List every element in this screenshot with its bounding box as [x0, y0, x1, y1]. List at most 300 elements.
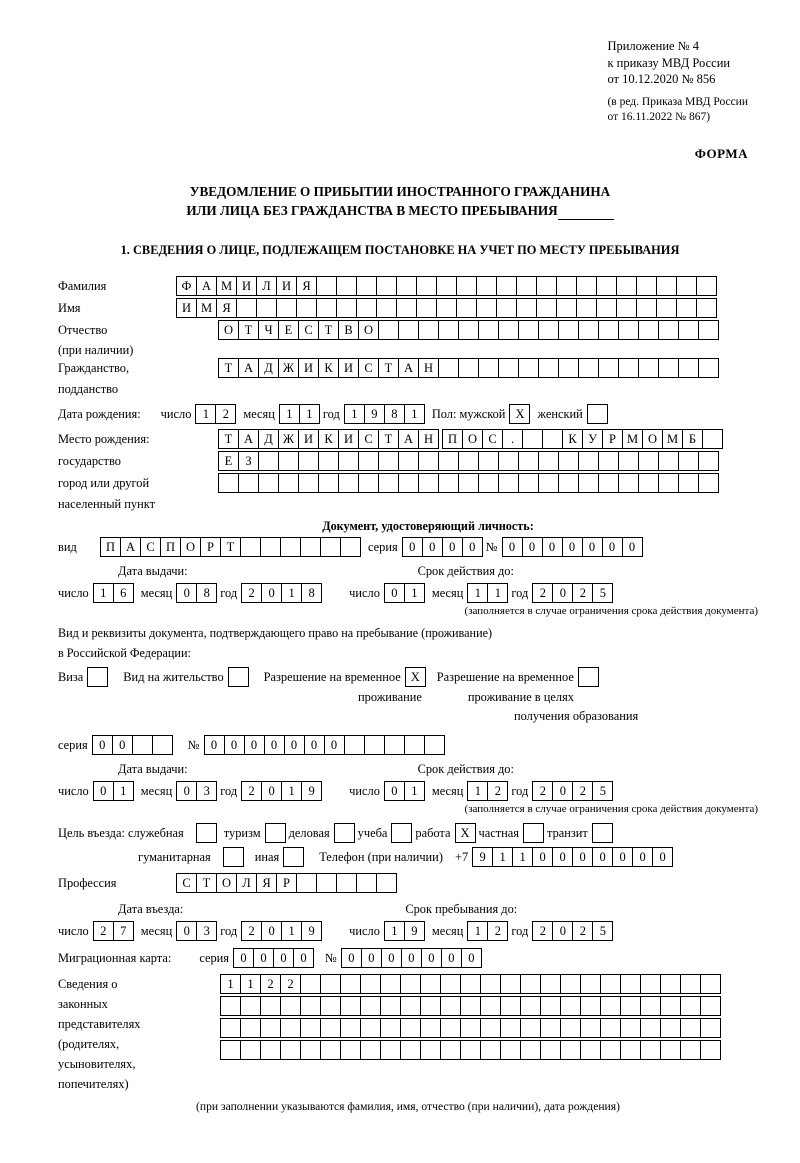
form-cell[interactable] [598, 473, 619, 493]
form-cell[interactable]: 0 [562, 537, 583, 557]
form-cell[interactable]: 0 [461, 948, 482, 968]
form-cell[interactable] [658, 473, 679, 493]
stay-until-day-cells[interactable] [384, 921, 424, 941]
form-cell[interactable] [676, 298, 697, 318]
form-cell[interactable] [238, 473, 259, 493]
form-cell[interactable]: 2 [241, 583, 262, 603]
form-cell[interactable]: Е [218, 451, 239, 471]
form-cell[interactable]: С [140, 537, 161, 557]
form-cell[interactable] [358, 473, 379, 493]
form-cell[interactable]: Б [682, 429, 703, 449]
form-cell[interactable]: 1 [344, 404, 365, 424]
form-cell[interactable] [600, 974, 621, 994]
form-cell[interactable]: 1 [404, 781, 425, 801]
form-cell[interactable] [518, 358, 539, 378]
doc-series-cells[interactable] [402, 537, 482, 557]
form-cell[interactable] [398, 320, 419, 340]
form-cell[interactable] [240, 996, 261, 1016]
form-cell[interactable]: У [582, 429, 603, 449]
stay-until-month-cells[interactable] [467, 921, 507, 941]
form-cell[interactable] [458, 473, 479, 493]
form-cell[interactable]: 1 [195, 404, 216, 424]
legal-rep-cells-2[interactable] [220, 996, 720, 1016]
form-cell[interactable]: Р [276, 873, 297, 893]
form-cell[interactable]: 2 [572, 583, 593, 603]
form-cell[interactable] [416, 276, 437, 296]
form-cell[interactable] [676, 276, 697, 296]
form-cell[interactable] [680, 974, 701, 994]
form-cell[interactable]: О [218, 320, 239, 340]
form-cell[interactable] [260, 996, 281, 1016]
form-cell[interactable] [558, 473, 579, 493]
form-cell[interactable] [698, 451, 719, 471]
form-cell[interactable]: А [238, 429, 259, 449]
form-cell[interactable]: А [120, 537, 141, 557]
form-cell[interactable]: 9 [301, 921, 322, 941]
form-cell[interactable]: С [358, 358, 379, 378]
form-cell[interactable]: О [180, 537, 201, 557]
form-cell[interactable] [680, 1018, 701, 1038]
form-cell[interactable] [458, 358, 479, 378]
form-cell[interactable] [478, 358, 499, 378]
form-cell[interactable] [396, 276, 417, 296]
form-cell[interactable]: 1 [492, 847, 513, 867]
form-cell[interactable] [460, 1018, 481, 1038]
form-cell[interactable]: 5 [592, 781, 613, 801]
form-cell[interactable] [340, 996, 361, 1016]
form-cell[interactable] [538, 451, 559, 471]
form-cell[interactable]: 2 [487, 781, 508, 801]
form-cell[interactable]: 0 [176, 583, 197, 603]
form-cell[interactable] [496, 298, 517, 318]
form-cell[interactable] [580, 974, 601, 994]
form-cell[interactable]: 0 [261, 583, 282, 603]
form-cell[interactable] [480, 1018, 501, 1038]
form-cell[interactable]: 3 [196, 781, 217, 801]
form-cell[interactable] [320, 1018, 341, 1038]
citizenship-cells[interactable] [218, 358, 718, 378]
form-cell[interactable] [280, 996, 301, 1016]
form-cell[interactable] [320, 537, 341, 557]
form-cell[interactable]: З [238, 451, 259, 471]
form-cell[interactable] [596, 276, 617, 296]
form-cell[interactable]: 0 [542, 537, 563, 557]
sex-male-checkbox[interactable] [509, 404, 529, 424]
form-cell[interactable] [300, 1040, 321, 1060]
form-cell[interactable] [420, 974, 441, 994]
form-cell[interactable] [500, 1018, 521, 1038]
form-cell[interactable] [618, 320, 639, 340]
purpose-work-checkbox[interactable] [455, 823, 475, 843]
form-cell[interactable] [438, 473, 459, 493]
form-cell[interactable] [400, 1040, 421, 1060]
form-cell[interactable] [316, 298, 337, 318]
form-cell[interactable] [298, 451, 319, 471]
form-cell[interactable]: 2 [572, 921, 593, 941]
form-cell[interactable] [400, 996, 421, 1016]
form-cell[interactable] [598, 451, 619, 471]
form-cell[interactable]: Н [418, 429, 439, 449]
temp-residence-checkbox[interactable] [405, 667, 425, 687]
form-cell[interactable]: 2 [532, 781, 553, 801]
form-cell[interactable]: А [238, 358, 259, 378]
form-cell[interactable] [498, 451, 519, 471]
form-cell[interactable] [300, 996, 321, 1016]
form-cell[interactable] [240, 1018, 261, 1038]
form-cell[interactable]: М [622, 429, 643, 449]
form-cell[interactable] [656, 276, 677, 296]
form-cell[interactable] [336, 298, 357, 318]
form-cell[interactable] [283, 847, 304, 867]
form-cell[interactable] [380, 1040, 401, 1060]
form-cell[interactable] [660, 1040, 681, 1060]
form-cell[interactable] [560, 974, 581, 994]
form-cell[interactable]: 0 [384, 781, 405, 801]
form-cell[interactable]: 0 [421, 948, 442, 968]
form-cell[interactable] [538, 358, 559, 378]
edu-residence-checkbox[interactable] [578, 667, 598, 687]
form-cell[interactable] [640, 1040, 661, 1060]
form-cell[interactable] [460, 1040, 481, 1060]
form-cell[interactable] [556, 298, 577, 318]
form-cell[interactable]: 0 [293, 948, 314, 968]
form-cell[interactable] [220, 1018, 241, 1038]
form-cell[interactable] [580, 996, 601, 1016]
form-cell[interactable] [440, 1040, 461, 1060]
form-cell[interactable] [520, 1018, 541, 1038]
stay-valid-day-cells[interactable] [384, 781, 424, 801]
form-cell[interactable] [280, 1040, 301, 1060]
form-cell[interactable] [520, 974, 541, 994]
form-cell[interactable]: 0 [233, 948, 254, 968]
form-cell[interactable] [596, 298, 617, 318]
form-cell[interactable] [640, 974, 661, 994]
form-cell[interactable] [416, 298, 437, 318]
form-cell[interactable] [516, 298, 537, 318]
form-cell[interactable] [700, 974, 721, 994]
form-cell[interactable] [638, 451, 659, 471]
form-cell[interactable]: С [298, 320, 319, 340]
form-cell[interactable]: . [502, 429, 523, 449]
form-cell[interactable] [456, 276, 477, 296]
purpose-private-checkbox[interactable] [523, 823, 543, 843]
form-cell[interactable] [560, 996, 581, 1016]
form-cell[interactable]: Ж [278, 429, 299, 449]
form-cell[interactable] [256, 298, 277, 318]
form-cell[interactable] [258, 473, 279, 493]
form-cell[interactable] [300, 537, 321, 557]
form-cell[interactable] [440, 974, 461, 994]
form-cell[interactable] [558, 358, 579, 378]
form-cell[interactable] [218, 473, 239, 493]
form-cell[interactable]: 0 [324, 735, 345, 755]
form-cell[interactable]: Т [318, 320, 339, 340]
form-cell[interactable]: 2 [260, 974, 281, 994]
purpose-transit-checkbox[interactable] [592, 823, 612, 843]
form-cell[interactable] [587, 404, 608, 424]
form-cell[interactable]: Т [238, 320, 259, 340]
form-cell[interactable] [580, 1018, 601, 1038]
form-cell[interactable] [220, 996, 241, 1016]
form-cell[interactable]: Ж [278, 358, 299, 378]
purpose-study-checkbox[interactable] [391, 823, 411, 843]
form-cell[interactable] [540, 1018, 561, 1038]
form-cell[interactable] [680, 996, 701, 1016]
form-cell[interactable]: 7 [113, 921, 134, 941]
form-cell[interactable]: 1 [404, 404, 425, 424]
form-cell[interactable] [87, 667, 108, 687]
birth-city-cells-line2[interactable] [218, 451, 718, 471]
form-cell[interactable]: М [216, 276, 237, 296]
form-cell[interactable]: Х [509, 404, 530, 424]
form-cell[interactable]: 1 [487, 583, 508, 603]
form-cell[interactable]: Л [256, 276, 277, 296]
form-cell[interactable] [523, 823, 544, 843]
form-cell[interactable] [404, 735, 425, 755]
form-cell[interactable] [378, 320, 399, 340]
form-cell[interactable] [500, 996, 521, 1016]
form-cell[interactable] [678, 451, 699, 471]
form-cell[interactable] [398, 451, 419, 471]
purpose-tourism-checkbox[interactable] [265, 823, 285, 843]
form-cell[interactable] [456, 298, 477, 318]
form-cell[interactable]: 8 [196, 583, 217, 603]
form-cell[interactable] [440, 996, 461, 1016]
form-cell[interactable] [578, 358, 599, 378]
birth-year-cells[interactable] [344, 404, 424, 424]
form-cell[interactable]: К [318, 429, 339, 449]
form-cell[interactable]: 1 [299, 404, 320, 424]
form-cell[interactable]: Н [418, 358, 439, 378]
form-cell[interactable]: 0 [264, 735, 285, 755]
form-cell[interactable] [438, 358, 459, 378]
form-cell[interactable] [702, 429, 723, 449]
form-cell[interactable] [420, 1018, 441, 1038]
form-cell[interactable]: Ч [258, 320, 279, 340]
form-cell[interactable] [340, 1040, 361, 1060]
form-cell[interactable] [660, 1018, 681, 1038]
form-cell[interactable]: 9 [404, 921, 425, 941]
form-cell[interactable]: 0 [204, 735, 225, 755]
form-cell[interactable] [260, 537, 281, 557]
form-cell[interactable]: 0 [552, 847, 573, 867]
form-cell[interactable]: 0 [284, 735, 305, 755]
form-cell[interactable] [680, 1040, 701, 1060]
form-cell[interactable] [356, 276, 377, 296]
form-cell[interactable] [498, 473, 519, 493]
form-cell[interactable]: 1 [404, 583, 425, 603]
form-cell[interactable]: 1 [384, 921, 405, 941]
form-cell[interactable] [678, 473, 699, 493]
form-cell[interactable] [398, 473, 419, 493]
form-cell[interactable]: П [160, 537, 181, 557]
form-cell[interactable] [376, 298, 397, 318]
form-cell[interactable] [460, 996, 481, 1016]
form-cell[interactable] [344, 735, 365, 755]
form-cell[interactable]: 2 [241, 781, 262, 801]
form-cell[interactable]: 1 [281, 921, 302, 941]
form-cell[interactable] [618, 358, 639, 378]
form-cell[interactable]: 0 [261, 921, 282, 941]
form-cell[interactable]: С [358, 429, 379, 449]
form-cell[interactable] [520, 996, 541, 1016]
form-cell[interactable] [236, 298, 257, 318]
form-cell[interactable]: А [398, 358, 419, 378]
form-cell[interactable] [418, 451, 439, 471]
form-cell[interactable] [340, 537, 361, 557]
form-cell[interactable] [480, 1040, 501, 1060]
form-cell[interactable] [638, 473, 659, 493]
form-cell[interactable]: И [176, 298, 197, 318]
form-cell[interactable] [536, 298, 557, 318]
form-cell[interactable] [418, 320, 439, 340]
form-cell[interactable]: И [298, 358, 319, 378]
form-cell[interactable] [540, 1040, 561, 1060]
form-cell[interactable] [520, 1040, 541, 1060]
form-cell[interactable]: 0 [622, 537, 643, 557]
stay-issue-month-cells[interactable] [176, 781, 216, 801]
form-cell[interactable] [498, 358, 519, 378]
form-cell[interactable] [576, 298, 597, 318]
form-cell[interactable]: 3 [196, 921, 217, 941]
form-cell[interactable] [618, 451, 639, 471]
form-cell[interactable]: 0 [582, 537, 603, 557]
doc-issue-day-cells[interactable] [93, 583, 133, 603]
form-cell[interactable] [260, 1040, 281, 1060]
form-cell[interactable]: 8 [301, 583, 322, 603]
form-cell[interactable]: 9 [364, 404, 385, 424]
form-cell[interactable] [538, 473, 559, 493]
form-cell[interactable]: Я [296, 276, 317, 296]
form-cell[interactable] [278, 473, 299, 493]
form-cell[interactable] [220, 1040, 241, 1060]
doc-issue-year-cells[interactable] [241, 583, 321, 603]
form-cell[interactable] [640, 1018, 661, 1038]
form-cell[interactable] [658, 451, 679, 471]
form-cell[interactable]: С [482, 429, 503, 449]
form-cell[interactable]: Х [405, 667, 426, 687]
form-cell[interactable]: 0 [341, 948, 362, 968]
visa-checkbox[interactable] [87, 667, 107, 687]
form-cell[interactable] [580, 1040, 601, 1060]
form-cell[interactable]: 0 [552, 921, 573, 941]
form-cell[interactable] [320, 1040, 341, 1060]
doc-number-cells[interactable] [502, 537, 642, 557]
form-cell[interactable] [700, 996, 721, 1016]
form-cell[interactable]: 1 [240, 974, 261, 994]
form-cell[interactable]: И [298, 429, 319, 449]
form-cell[interactable] [598, 320, 619, 340]
form-cell[interactable] [152, 735, 173, 755]
form-cell[interactable]: 0 [176, 781, 197, 801]
form-cell[interactable] [698, 358, 719, 378]
form-cell[interactable] [228, 667, 249, 687]
form-cell[interactable] [440, 1018, 461, 1038]
purpose-service-checkbox[interactable] [196, 823, 216, 843]
form-cell[interactable] [438, 451, 459, 471]
form-cell[interactable]: И [276, 276, 297, 296]
doc-valid-month-cells[interactable] [467, 583, 507, 603]
form-cell[interactable] [436, 276, 457, 296]
form-cell[interactable]: 1 [220, 974, 241, 994]
form-cell[interactable]: Д [258, 358, 279, 378]
form-cell[interactable] [578, 667, 599, 687]
form-cell[interactable]: 0 [442, 537, 463, 557]
form-cell[interactable] [360, 996, 381, 1016]
form-cell[interactable]: 0 [304, 735, 325, 755]
form-cell[interactable]: 0 [384, 583, 405, 603]
form-cell[interactable] [318, 473, 339, 493]
form-cell[interactable] [500, 1040, 521, 1060]
form-cell[interactable] [338, 451, 359, 471]
form-cell[interactable]: 0 [402, 537, 423, 557]
birth-state-cells[interactable] [218, 429, 438, 449]
doc-valid-year-cells[interactable] [532, 583, 612, 603]
form-cell[interactable]: 8 [384, 404, 405, 424]
form-cell[interactable] [380, 974, 401, 994]
purpose-other-checkbox[interactable] [283, 847, 303, 867]
form-cell[interactable] [276, 298, 297, 318]
form-cell[interactable]: 0 [261, 781, 282, 801]
form-cell[interactable] [616, 276, 637, 296]
form-cell[interactable] [424, 735, 445, 755]
form-cell[interactable] [340, 1018, 361, 1038]
form-cell[interactable]: 9 [301, 781, 322, 801]
legal-rep-cells-1[interactable] [220, 974, 720, 994]
stay-valid-month-cells[interactable] [467, 781, 507, 801]
form-cell[interactable] [578, 473, 599, 493]
form-cell[interactable]: 0 [602, 537, 623, 557]
form-cell[interactable] [336, 873, 357, 893]
form-cell[interactable]: К [562, 429, 583, 449]
stay-until-year-cells[interactable] [532, 921, 612, 941]
residence-permit-checkbox[interactable] [228, 667, 248, 687]
purpose-humanitarian-checkbox[interactable] [223, 847, 243, 867]
form-cell[interactable]: Ф [176, 276, 197, 296]
sex-female-checkbox[interactable] [587, 404, 607, 424]
form-cell[interactable] [364, 735, 385, 755]
form-cell[interactable] [334, 823, 355, 843]
form-cell[interactable]: Р [602, 429, 623, 449]
form-cell[interactable] [418, 473, 439, 493]
form-cell[interactable] [700, 1040, 721, 1060]
form-cell[interactable] [640, 996, 661, 1016]
form-cell[interactable] [400, 1018, 421, 1038]
form-cell[interactable]: 0 [632, 847, 653, 867]
form-cell[interactable] [356, 298, 377, 318]
form-cell[interactable] [696, 276, 717, 296]
form-cell[interactable] [496, 276, 517, 296]
form-cell[interactable]: 0 [224, 735, 245, 755]
form-cell[interactable] [638, 320, 659, 340]
form-cell[interactable] [360, 1018, 381, 1038]
form-cell[interactable]: Т [218, 358, 239, 378]
form-cell[interactable]: 0 [381, 948, 402, 968]
form-cell[interactable] [240, 537, 261, 557]
form-cell[interactable] [698, 320, 719, 340]
form-cell[interactable] [498, 320, 519, 340]
form-cell[interactable] [420, 996, 441, 1016]
patronymic-cells[interactable] [218, 320, 718, 340]
form-cell[interactable] [518, 473, 539, 493]
form-cell[interactable] [678, 358, 699, 378]
form-cell[interactable]: 1 [281, 583, 302, 603]
form-cell[interactable] [391, 823, 412, 843]
form-cell[interactable]: 0 [92, 735, 113, 755]
form-cell[interactable] [620, 1018, 641, 1038]
form-cell[interactable] [298, 473, 319, 493]
form-cell[interactable]: О [216, 873, 237, 893]
